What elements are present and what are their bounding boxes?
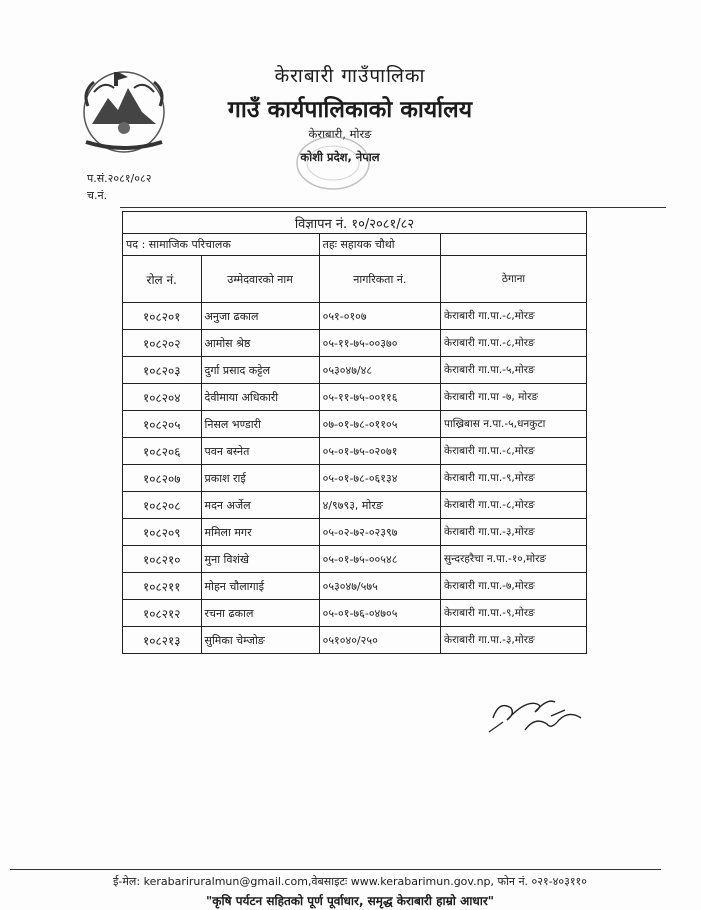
roll-no: १०८२०९ xyxy=(123,519,202,546)
roll-no: १०८२०६ xyxy=(123,438,202,465)
candidate-name: निसल भण्डारी xyxy=(201,411,319,438)
handwritten-signature-icon xyxy=(485,680,595,740)
address: केराबारी गा.पा -७, मोरङ xyxy=(441,384,587,411)
address: पाख्रिबास न.पा.-५,धनकुटा xyxy=(441,411,587,438)
address: सुन्दरहरैचा न.पा.-१०,मोरङ xyxy=(441,546,587,573)
nepal-emblem-icon xyxy=(74,62,174,158)
citizenship-no: ०५-११-७५-००३७० xyxy=(319,330,440,357)
address: केराबारी गा.पा.-८,मोरङ xyxy=(441,303,587,330)
candidate-name: रचना ढकाल xyxy=(201,600,319,627)
office-location: केराबारी, मोरङ xyxy=(308,127,372,141)
dispatch-number: च.नं. xyxy=(87,189,108,202)
citizenship-no: ०५-०१-७५-००५४८ xyxy=(319,546,440,573)
candidate-name: सुमिका चेम्जोङ xyxy=(201,627,319,654)
contact-info: ई-मेल: kerabariruralmun@gmail.com,वेबसाइटः www.kerabarimun.gov.np, फोन नं. ०२१-४०३११० xyxy=(112,875,587,888)
roll-no: १०८२०४ xyxy=(123,384,202,411)
citizenship-no: ०५३०४७/४८ xyxy=(319,357,440,384)
table-row xyxy=(123,573,587,600)
roll-no: १०८२०३ xyxy=(123,357,202,384)
header-roll-no: रोल नं. xyxy=(123,256,202,303)
table-row xyxy=(123,438,587,465)
municipality-motto: "कृषि पर्यटन सहितको पूर्ण पूर्वाधार, समृद्ध केराबारी हाम्रो आधार" xyxy=(206,894,494,908)
address: केराबारी गा.पा.-८,मोरङ xyxy=(441,438,587,465)
header-citizenship-no: नागरिकता नं. xyxy=(319,256,440,303)
citizenship-no: ०५-११-७५-००११६ xyxy=(319,384,440,411)
roll-no: १०८२०२ xyxy=(123,330,202,357)
table-row xyxy=(123,303,587,330)
candidate-name: मुना विशंखे xyxy=(201,546,319,573)
address: केराबारी गा.पा.-५,मोरङ xyxy=(441,357,587,384)
office-name: गाउँ कार्यपालिकाको कार्यालय xyxy=(227,97,473,123)
citizenship-no: ०५१-०१०७ xyxy=(319,303,440,330)
reference-number: प.सं.२०८१/०८२ xyxy=(87,172,152,185)
level-label: तहः सहायक चौथो xyxy=(319,234,440,256)
table-row xyxy=(123,627,587,654)
address: केराबारी गा.पा.-३,मोरङ xyxy=(441,519,587,546)
header-address: ठेगाना xyxy=(441,256,587,303)
table-row xyxy=(123,546,587,573)
address: केराबारी गा.पा.-८,मोरङ xyxy=(441,492,587,519)
roll-no: १०८२०८ xyxy=(123,492,202,519)
roll-no: १०८२०१ xyxy=(123,303,202,330)
candidate-name: मदन अर्जेल xyxy=(201,492,319,519)
address: केराबारी गा.पा.-८,मोरङ xyxy=(441,330,587,357)
footer-divider xyxy=(10,869,661,870)
municipality-name: केराबारी गाउँपालिका xyxy=(274,65,426,87)
candidate-name: दुर्गा प्रसाद कट्टेल xyxy=(201,357,319,384)
address: केराबारी गा.पा.-७,मोरङ xyxy=(441,573,587,600)
post-label: पद : सामाजिक परिचालक xyxy=(123,234,320,256)
table-row xyxy=(123,600,587,627)
notice-title: विज्ञापन नं. १०/२०८१/८२ xyxy=(123,212,587,234)
candidate-name: प्रकाश राई xyxy=(201,465,319,492)
candidate-table xyxy=(122,211,587,654)
address: केराबारी गा.पा.-९,मोरङ xyxy=(441,600,587,627)
citizenship-no: ०५-०१-७८-०६१३४ xyxy=(319,465,440,492)
office-province: कोशी प्रदेश, नेपाल xyxy=(300,150,380,164)
table-row xyxy=(123,492,587,519)
citizenship-no: ४/९७९३, मोरङ xyxy=(319,492,440,519)
table-row xyxy=(123,357,587,384)
address: केराबारी गा.पा.-९,मोरङ xyxy=(441,465,587,492)
address: केराबारी गा.पा.-३,मोरङ xyxy=(441,627,587,654)
header-divider xyxy=(120,207,666,208)
citizenship-no: ०५३०४७/५७५ xyxy=(319,573,440,600)
citizenship-no: ०७-०१-७८-०११०५ xyxy=(319,411,440,438)
candidate-name: आमोस श्रेष्ठ xyxy=(201,330,319,357)
table-row xyxy=(123,330,587,357)
citizenship-no: ०५१०४०/२५० xyxy=(319,627,440,654)
roll-no: १०८२११ xyxy=(123,573,202,600)
citizenship-no: ०५-०१-७५-०२०७१ xyxy=(319,438,440,465)
table-row xyxy=(123,384,587,411)
table-row xyxy=(123,411,587,438)
roll-no: १०८२१२ xyxy=(123,600,202,627)
candidate-name: पवन बस्नेत xyxy=(201,438,319,465)
office-stamp-icon xyxy=(293,133,373,193)
table-row xyxy=(123,465,587,492)
header-candidate-name: उम्मेदवारको नाम xyxy=(201,256,319,303)
table-header-row xyxy=(123,256,587,303)
citizenship-no: ०५-०१-७६-०४७०५ xyxy=(319,600,440,627)
roll-no: १०८२१० xyxy=(123,546,202,573)
table-row xyxy=(123,519,587,546)
roll-no: १०८२०७ xyxy=(123,465,202,492)
roll-no: १०८२१३ xyxy=(123,627,202,654)
candidate-name: ममिला मगर xyxy=(201,519,319,546)
roll-no: १०८२०५ xyxy=(123,411,202,438)
candidate-name: अनुजा ढकाल xyxy=(201,303,319,330)
candidate-name: मोहन चौलागाई xyxy=(201,573,319,600)
candidate-name: देवीमाया अधिकारी xyxy=(201,384,319,411)
citizenship-no: ०५-०२-७२-०२३९७ xyxy=(319,519,440,546)
empty-cell xyxy=(441,234,587,256)
